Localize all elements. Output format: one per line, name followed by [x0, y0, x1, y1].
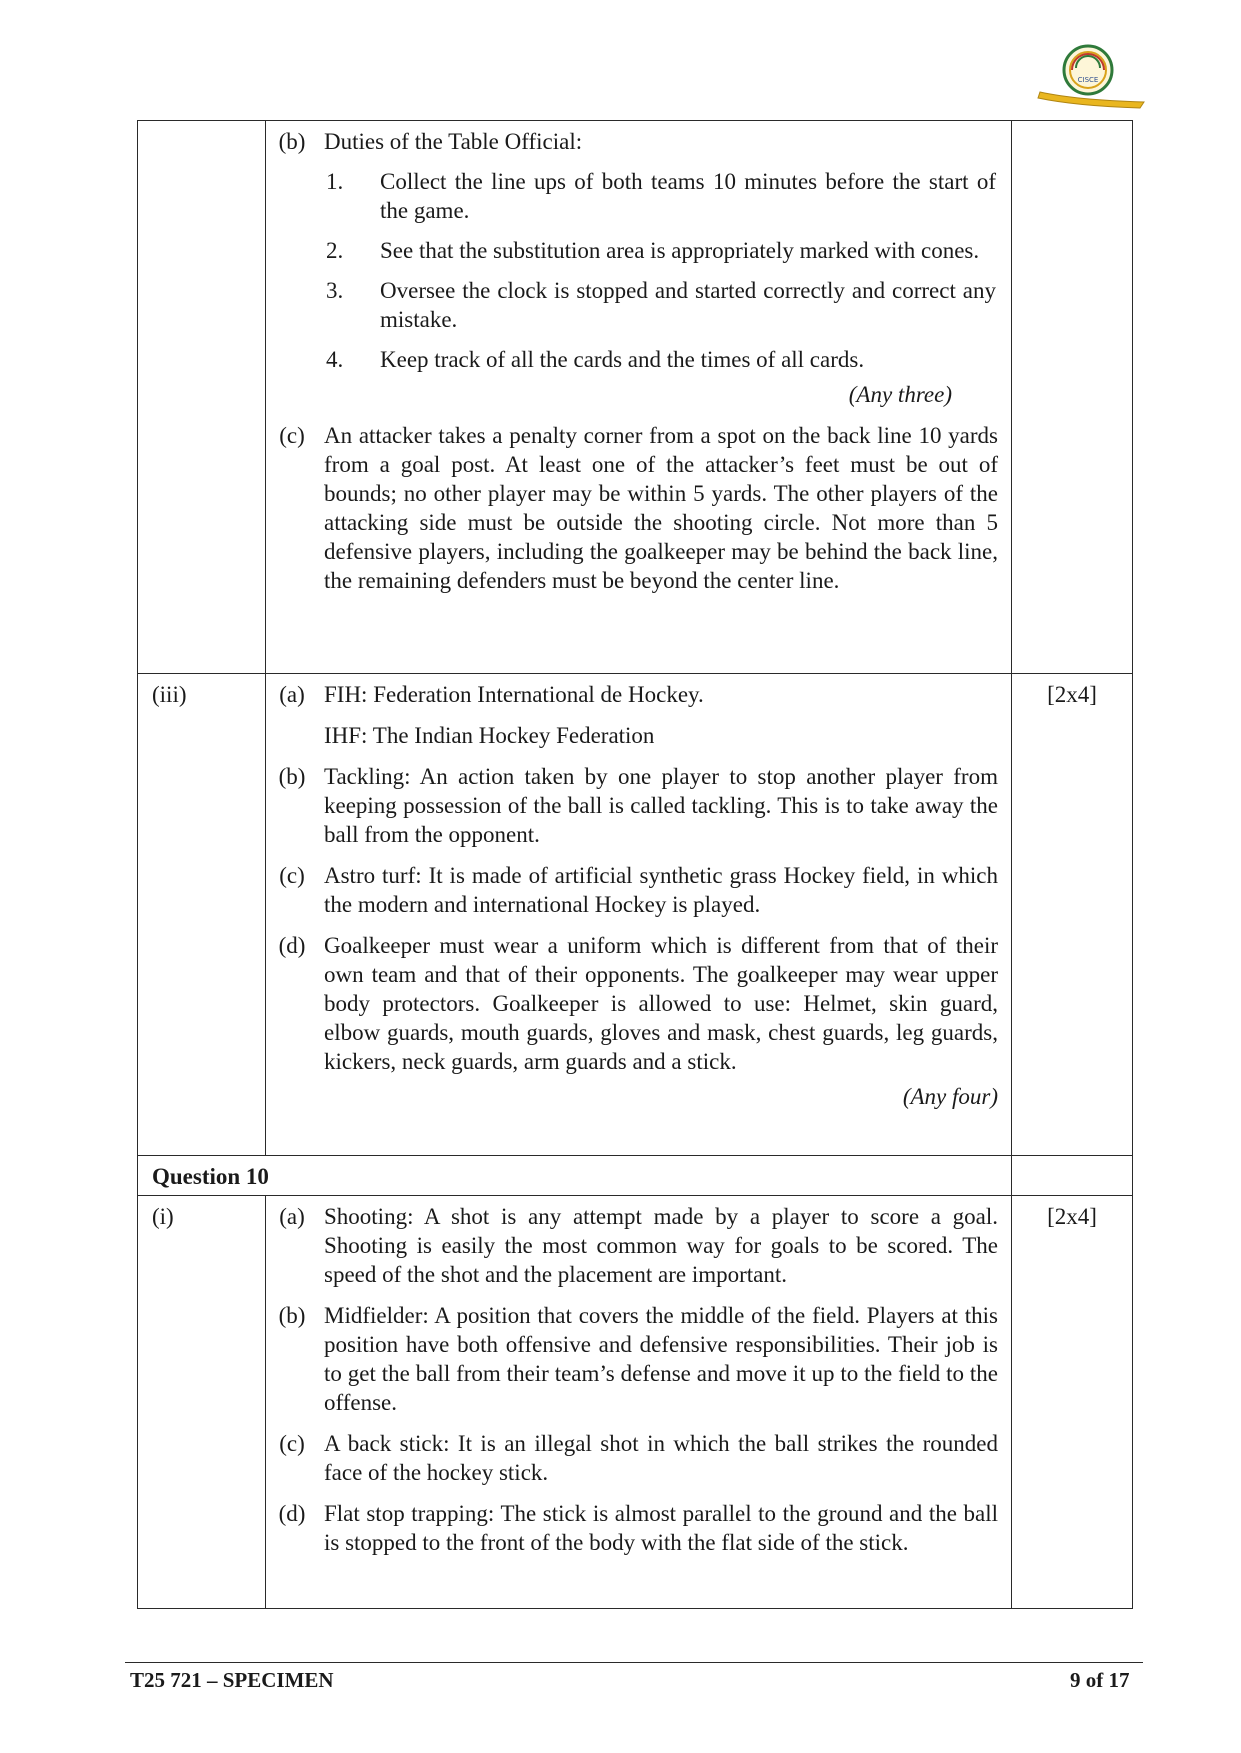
table-row — [138, 1156, 1133, 1196]
part-text: Tackling: An action taken by one player to stop another player from keeping possession of the ball is called tackling. This is to take away the ball from the opponent. — [324, 764, 998, 847]
any-four-note: (Any four) — [902, 1084, 998, 1109]
part-letter: (c) — [279, 1431, 305, 1456]
part-text: A back stick: It is an illegal shot in which the ball strikes the rounded face of the hockey stick. — [324, 1431, 998, 1485]
list-item: 4. Keep track of all the cards and the times of all cards. — [326, 347, 865, 372]
table-row — [138, 1196, 1133, 1609]
part-text: FIH: Federation International de Hockey. — [324, 682, 704, 707]
logo-text: CISCE — [1077, 76, 1099, 84]
question-number: (iii) — [138, 674, 266, 1156]
paper-code: T25 721 – SPECIMEN — [130, 1668, 334, 1692]
part-letter: (c) — [279, 863, 305, 888]
question-heading: Question 10 — [138, 1156, 1012, 1196]
answer-cell — [266, 121, 1012, 674]
part-text: IHF: The Indian Hockey Federation — [324, 723, 655, 748]
page-number: 9 of 17 — [1070, 1668, 1130, 1692]
question-number: (i) — [138, 1196, 266, 1609]
footer-divider — [125, 1662, 1143, 1663]
part-letter: (b) — [278, 764, 306, 789]
part-letter: (a) — [279, 1204, 305, 1229]
table-row — [138, 121, 1133, 674]
part-text: Midfielder: A position that covers the middle of the field. Players at this position have both offensive and defensive responsibilities. Their job is to get the ball from their team’s defense and move it up to the field to the offense. — [324, 1303, 998, 1415]
question-number-cell — [138, 121, 266, 674]
part-text: Astro turf: It is made of artificial synthetic grass Hockey field, in which the modern and international Hockey is played. — [324, 863, 998, 917]
answer-table — [137, 120, 1133, 1609]
marks: [2x4] — [1012, 1196, 1133, 1609]
marks-cell — [1012, 121, 1133, 674]
part-letter: (b) — [278, 1303, 306, 1328]
table-row — [138, 674, 1133, 1156]
part-letter: (d) — [278, 1501, 306, 1526]
part-letter: (a) — [279, 682, 305, 707]
cisce-logo — [1036, 40, 1148, 112]
any-three-note: (Any three) — [848, 382, 952, 407]
marks-cell — [1012, 1156, 1133, 1196]
part-letter: (d) — [278, 933, 306, 958]
part-text: Shooting: A shot is any attempt made by a player to score a goal. Shooting is easily the most common way for goals to be scored. The speed of the shot and the placement are important. — [324, 1204, 998, 1287]
part-text: An attacker takes a penalty corner from a spot on the back line 10 yards from a goal post. At least one of the attacker’s feet must be out of bounds; no other player may be within 5 yards. The other players of the attacking side must be outside the shooting circle. Not more than 5 defensive players, including the goalkeeper may be behind the back line, the remaining defenders must be beyond the center line. — [324, 423, 998, 593]
part-letter: (c) — [279, 423, 305, 448]
part-letter: (b) — [278, 129, 306, 154]
list-item: 3. Oversee the clock is stopped and started correctly and correct any mistake. — [326, 278, 996, 332]
part-heading: Duties of the Table Official: — [324, 129, 583, 154]
answer-cell — [266, 674, 1012, 1156]
part-text: Goalkeeper must wear a uniform which is different from that of their own team and that of their opponents. The goalkeeper may wear upper body protectors. Goalkeeper is allowed to use: Helmet, skin guard, elbow guards, mouth guards, gloves and mask, chest guards, leg guards, kickers, neck guards, arm guards and a stick. — [324, 933, 998, 1074]
marks: [2x4] — [1012, 674, 1133, 1156]
answer-cell — [266, 1196, 1012, 1609]
list-item: 2. See that the substitution area is appropriately marked with cones. — [326, 238, 980, 263]
list-item: 1. Collect the line ups of both teams 10 minutes before the start of the game. — [326, 169, 996, 223]
part-text: Flat stop trapping: The stick is almost parallel to the ground and the ball is stopped to the front of the body with the flat side of the stick. — [324, 1501, 998, 1555]
